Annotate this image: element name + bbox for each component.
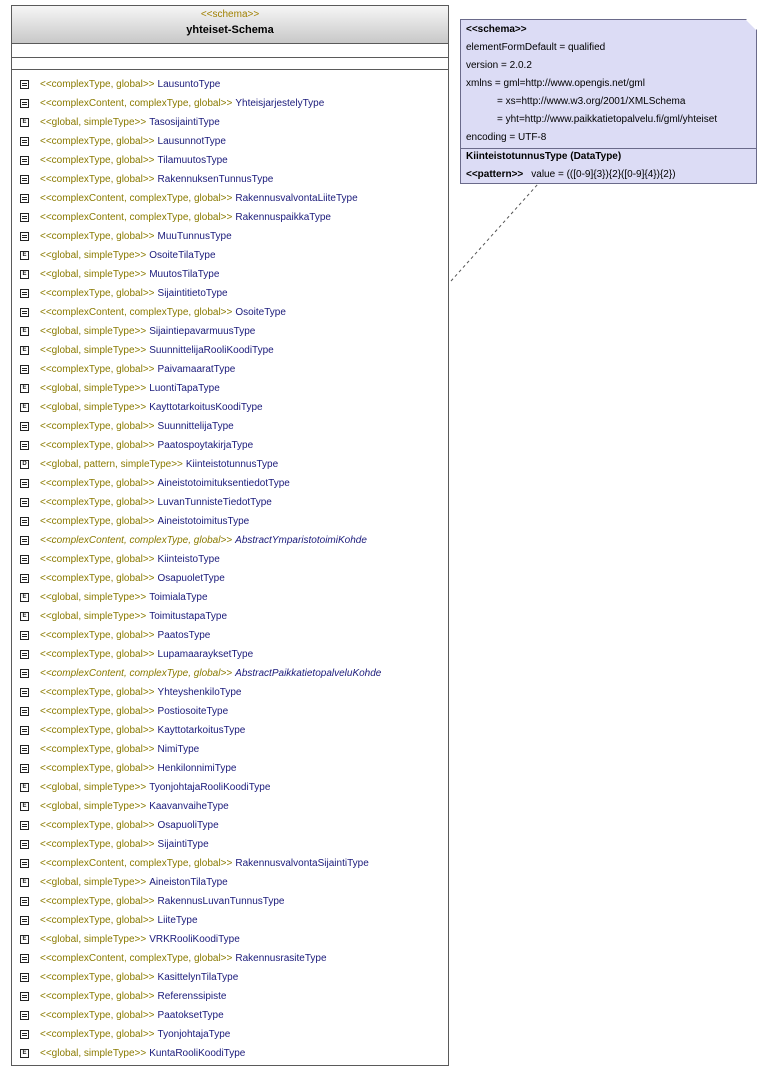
type-row[interactable] [12, 531, 448, 550]
complex-type-icon [20, 631, 29, 640]
type-row[interactable] [12, 512, 448, 531]
complex-type-icon [20, 289, 29, 298]
type-row[interactable] [12, 778, 448, 797]
type-row[interactable] [12, 417, 448, 436]
complex-type-icon [20, 992, 29, 1001]
simple-type-icon: E [20, 327, 29, 336]
type-name: YhteyshenkiloType [157, 687, 242, 698]
note-pattern-row [466, 169, 676, 180]
type-name: ToimialaType [149, 592, 208, 603]
complex-type-icon [20, 897, 29, 906]
type-row[interactable] [12, 436, 448, 455]
type-stereotype: <<global, simpleType>> [40, 269, 147, 280]
note-version: version = 2.0.2 [466, 60, 532, 71]
simple-type-icon: E [20, 118, 29, 127]
type-row[interactable] [12, 740, 448, 759]
complex-type-icon [20, 821, 29, 830]
type-row[interactable] [12, 1044, 448, 1063]
type-stereotype: <<global, simpleType>> [40, 611, 147, 622]
complex-type-icon [20, 80, 29, 89]
type-stereotype: <<global, simpleType>> [40, 326, 147, 337]
type-row[interactable] [12, 379, 448, 398]
complex-type-icon [20, 555, 29, 564]
type-name: PaatospoytakirjaType [157, 440, 254, 451]
type-row[interactable] [12, 246, 448, 265]
note-element-form-default: elementFormDefault = qualified [466, 42, 606, 53]
simple-type-icon: E [20, 783, 29, 792]
type-name: RakennuspaikkaType [235, 212, 331, 223]
complex-type-icon [20, 441, 29, 450]
type-name: RakennusvalvontaSijaintiType [235, 858, 369, 869]
type-stereotype: <<global, simpleType>> [40, 117, 147, 128]
complex-type-icon [20, 517, 29, 526]
type-stereotype: <<global, simpleType>> [40, 592, 147, 603]
complex-type-icon [20, 707, 29, 716]
type-row[interactable] [12, 284, 448, 303]
package-title: yhteiset-Schema [186, 24, 274, 36]
type-name: AineistotoimitusType [157, 516, 250, 527]
simple-type-icon: E [20, 270, 29, 279]
type-name: KasittelynTilaType [157, 972, 239, 983]
complex-type-icon [20, 99, 29, 108]
type-name: MuuTunnusType [157, 231, 232, 242]
note-header: <<schema>> [466, 24, 527, 35]
complex-type-icon [20, 726, 29, 735]
complex-type-icon [20, 1011, 29, 1020]
type-name: OsapuoliType [157, 820, 219, 831]
type-stereotype: <<complexType, global>> [40, 839, 155, 850]
complex-type-icon [20, 859, 29, 868]
type-name: OsoiteType [235, 307, 286, 318]
type-row[interactable] [12, 721, 448, 740]
note-pattern-value: value = (([0-9]{3}){2}([0-9]{4}){2}) [531, 169, 676, 180]
type-name: SijaintiepavarmuusType [149, 326, 256, 337]
type-stereotype: <<complexType, global>> [40, 630, 155, 641]
simple-type-icon: E [20, 802, 29, 811]
type-row[interactable] [12, 227, 448, 246]
type-row[interactable] [12, 1025, 448, 1044]
type-name: KiinteistoType [157, 554, 220, 565]
type-stereotype: <<complexContent, complexType, global>> [40, 212, 233, 223]
complex-type-icon [20, 745, 29, 754]
type-row[interactable] [12, 892, 448, 911]
type-row[interactable] [12, 569, 448, 588]
type-row[interactable] [12, 493, 448, 512]
type-row[interactable] [12, 968, 448, 987]
type-stereotype: <<complexType, global>> [40, 649, 155, 660]
type-name: LuontiTapaType [149, 383, 220, 394]
complex-type-icon [20, 688, 29, 697]
type-stereotype: <<global, simpleType>> [40, 345, 147, 356]
type-stereotype: <<complexType, global>> [40, 1029, 155, 1040]
type-name: AbstractYmparistotoimiKohde [235, 535, 367, 546]
type-name: TyonjohtajaType [157, 1029, 231, 1040]
type-row[interactable] [12, 550, 448, 569]
pattern-type-icon: D [20, 460, 29, 469]
note-fold-corner [746, 20, 756, 30]
schema-note[interactable] [460, 19, 757, 184]
type-row[interactable] [12, 930, 448, 949]
type-stereotype: <<complexType, global>> [40, 1010, 155, 1021]
type-name: PostiosoiteType [157, 706, 229, 717]
type-stereotype: <<complexContent, complexType, global>> [40, 98, 233, 109]
type-name: KaavanvaiheType [149, 801, 229, 812]
complex-type-icon [20, 232, 29, 241]
type-stereotype: <<global, simpleType>> [40, 383, 147, 394]
type-name: PaivamaaratType [157, 364, 236, 375]
schema-package[interactable] [11, 5, 449, 1066]
type-name: TyonjohtajaRooliKoodiType [149, 782, 271, 793]
type-stereotype: <<complexType, global>> [40, 972, 155, 983]
type-row[interactable] [12, 664, 448, 683]
type-name: AineistotoimituksentiedotType [157, 478, 290, 489]
type-name: LausunnotType [157, 136, 226, 147]
simple-type-icon: E [20, 384, 29, 393]
complex-type-icon [20, 365, 29, 374]
type-name: MuutosTilaType [149, 269, 220, 280]
type-stereotype: <<complexType, global>> [40, 497, 155, 508]
simple-type-icon: E [20, 346, 29, 355]
complex-type-icon [20, 498, 29, 507]
type-name: RakennusrasiteType [235, 953, 327, 964]
type-row[interactable] [12, 854, 448, 873]
simple-type-icon: E [20, 612, 29, 621]
complex-type-icon [20, 536, 29, 545]
type-stereotype: <<complexType, global>> [40, 763, 155, 774]
type-stereotype: <<complexType, global>> [40, 516, 155, 527]
type-stereotype: <<complexContent, complexType, global>> [40, 193, 233, 204]
type-row[interactable] [12, 132, 448, 151]
simple-type-icon: E [20, 878, 29, 887]
note-xmlns-yht: = yht=http://www.paikkatietopalvelu.fi/gml/yhteiset [497, 114, 718, 125]
type-row[interactable] [12, 75, 448, 94]
complex-type-icon [20, 650, 29, 659]
complex-type-icon [20, 137, 29, 146]
simple-type-icon: E [20, 403, 29, 412]
type-row[interactable] [12, 911, 448, 930]
type-name: SijaintitietoType [157, 288, 228, 299]
type-stereotype: <<complexType, global>> [40, 231, 155, 242]
type-row[interactable] [12, 816, 448, 835]
type-row[interactable] [12, 759, 448, 778]
type-stereotype: <<complexType, global>> [40, 364, 155, 375]
type-name: PaatosType [157, 630, 211, 641]
type-row[interactable] [12, 645, 448, 664]
type-name: KayttotarkoitusType [157, 725, 246, 736]
note-pattern-stereotype: <<pattern>> [466, 169, 524, 180]
type-name: KiinteistotunnusType [185, 459, 279, 470]
type-name: KayttotarkoitusKoodiType [149, 402, 263, 413]
type-stereotype: <<complexContent, complexType, global>> [40, 858, 233, 869]
type-name: TilamuutosType [157, 155, 228, 166]
type-name: KuntaRooliKoodiType [149, 1048, 246, 1059]
type-name: LuvanTunnisteTiedotType [157, 497, 272, 508]
package-header [12, 6, 448, 44]
type-row[interactable] [12, 683, 448, 702]
type-name: NimiType [157, 744, 200, 755]
complex-type-icon [20, 669, 29, 678]
complex-type-icon [20, 479, 29, 488]
type-stereotype: <<complexType, global>> [40, 79, 155, 90]
complex-type-icon [20, 194, 29, 203]
type-stereotype: <<complexType, global>> [40, 421, 155, 432]
type-stereotype: <<complexType, global>> [40, 687, 155, 698]
type-row[interactable] [12, 835, 448, 854]
type-name: PaatoksetType [157, 1010, 224, 1021]
type-stereotype: <<complexType, global>> [40, 896, 155, 907]
type-name: LiiteType [157, 915, 198, 926]
type-stereotype: <<complexType, global>> [40, 725, 155, 736]
type-stereotype: <<complexType, global>> [40, 288, 155, 299]
note-encoding: encoding = UTF-8 [466, 132, 547, 143]
type-name: LausuntoType [157, 79, 221, 90]
complex-type-icon [20, 422, 29, 431]
note-xmlns-gml: xmlns = gml=http://www.opengis.net/gml [466, 78, 645, 89]
package-divider [12, 69, 448, 70]
type-row[interactable] [12, 322, 448, 341]
simple-type-icon: E [20, 251, 29, 260]
complex-type-icon [20, 973, 29, 982]
complex-type-icon [20, 156, 29, 165]
type-row[interactable] [12, 208, 448, 227]
type-row[interactable] [12, 170, 448, 189]
type-row[interactable] [12, 797, 448, 816]
type-name: YhteisjarjestelyType [235, 98, 325, 109]
type-row[interactable] [12, 588, 448, 607]
note-divider [461, 148, 756, 149]
type-name: LupamaarayksetType [157, 649, 254, 660]
type-stereotype: <<complexContent, complexType, global>> [40, 307, 233, 318]
type-stereotype: <<complexType, global>> [40, 440, 155, 451]
complex-type-icon [20, 175, 29, 184]
type-stereotype: <<complexType, global>> [40, 991, 155, 1002]
note-datatype-title: KiinteistotunnusType (DataType) [466, 151, 622, 162]
complex-type-icon [20, 764, 29, 773]
type-row[interactable] [12, 607, 448, 626]
type-row[interactable] [12, 341, 448, 360]
type-name: OsoiteTilaType [149, 250, 216, 261]
type-stereotype: <<complexType, global>> [40, 478, 155, 489]
type-row[interactable] [12, 113, 448, 132]
type-stereotype: <<complexType, global>> [40, 573, 155, 584]
type-stereotype: <<complexType, global>> [40, 820, 155, 831]
type-stereotype: <<global, simpleType>> [40, 782, 147, 793]
type-stereotype: <<complexType, global>> [40, 136, 155, 147]
type-stereotype: <<complexContent, complexType, global>> [40, 953, 233, 964]
type-row[interactable] [12, 626, 448, 645]
type-stereotype: <<global, simpleType>> [40, 877, 147, 888]
type-list [12, 75, 448, 1063]
package-divider [12, 57, 448, 58]
type-name: HenkilonnimiType [157, 763, 237, 774]
type-stereotype: <<global, simpleType>> [40, 1048, 147, 1059]
type-stereotype: <<complexType, global>> [40, 706, 155, 717]
type-name: SijaintiType [157, 839, 209, 850]
type-row[interactable] [12, 949, 448, 968]
type-row[interactable] [12, 474, 448, 493]
type-stereotype: <<complexType, global>> [40, 554, 155, 565]
type-name: RakennusvalvontaLiiteType [235, 193, 358, 204]
type-name: SuunnittelijaRooliKoodiType [149, 345, 274, 356]
type-row[interactable] [12, 189, 448, 208]
package-stereotype: <<schema>> [200, 9, 260, 20]
type-name: TasosijaintiType [149, 117, 220, 128]
type-name: OsapuoletType [157, 573, 225, 584]
complex-type-icon [20, 213, 29, 222]
type-stereotype: <<complexType, global>> [40, 174, 155, 185]
type-stereotype: <<complexType, global>> [40, 155, 155, 166]
type-row[interactable] [12, 702, 448, 721]
type-stereotype: <<complexType, global>> [40, 915, 155, 926]
type-stereotype: <<complexType, global>> [40, 744, 155, 755]
type-row[interactable] [12, 265, 448, 284]
type-name: Referenssipiste [157, 991, 227, 1002]
complex-type-icon [20, 574, 29, 583]
type-stereotype: <<global, simpleType>> [40, 801, 147, 812]
type-stereotype: <<complexContent, complexType, global>> [40, 668, 233, 679]
simple-type-icon: E [20, 935, 29, 944]
complex-type-icon [20, 308, 29, 317]
type-stereotype: <<global, simpleType>> [40, 250, 147, 261]
simple-type-icon: E [20, 1049, 29, 1058]
type-stereotype: <<global, simpleType>> [40, 402, 147, 413]
type-stereotype: <<global, pattern, simpleType>> [40, 459, 183, 470]
type-name: RakennusLuvanTunnusType [157, 896, 285, 907]
type-row[interactable] [12, 94, 448, 113]
type-row[interactable] [12, 303, 448, 322]
type-name: RakennuksenTunnusType [157, 174, 274, 185]
simple-type-icon: E [20, 593, 29, 602]
type-row[interactable] [12, 455, 448, 474]
type-row[interactable] [12, 398, 448, 417]
type-row[interactable] [12, 151, 448, 170]
complex-type-icon [20, 1030, 29, 1039]
type-name: AineistonTilaType [149, 877, 228, 888]
type-name: VRKRooliKoodiType [149, 934, 240, 945]
complex-type-icon [20, 954, 29, 963]
complex-type-icon [20, 916, 29, 925]
type-name: ToimitustapaType [149, 611, 228, 622]
complex-type-icon [20, 840, 29, 849]
type-stereotype: <<complexContent, complexType, global>> [40, 535, 233, 546]
type-row[interactable] [12, 360, 448, 379]
type-row[interactable] [12, 1006, 448, 1025]
type-stereotype: <<global, simpleType>> [40, 934, 147, 945]
type-row[interactable] [12, 873, 448, 892]
type-row[interactable] [12, 987, 448, 1006]
note-xmlns-xs: = xs=http://www.w3.org/2001/XMLSchema [497, 96, 686, 107]
type-name: AbstractPaikkatietopalveluKohde [235, 668, 382, 679]
type-name: SuunnittelijaType [157, 421, 234, 432]
